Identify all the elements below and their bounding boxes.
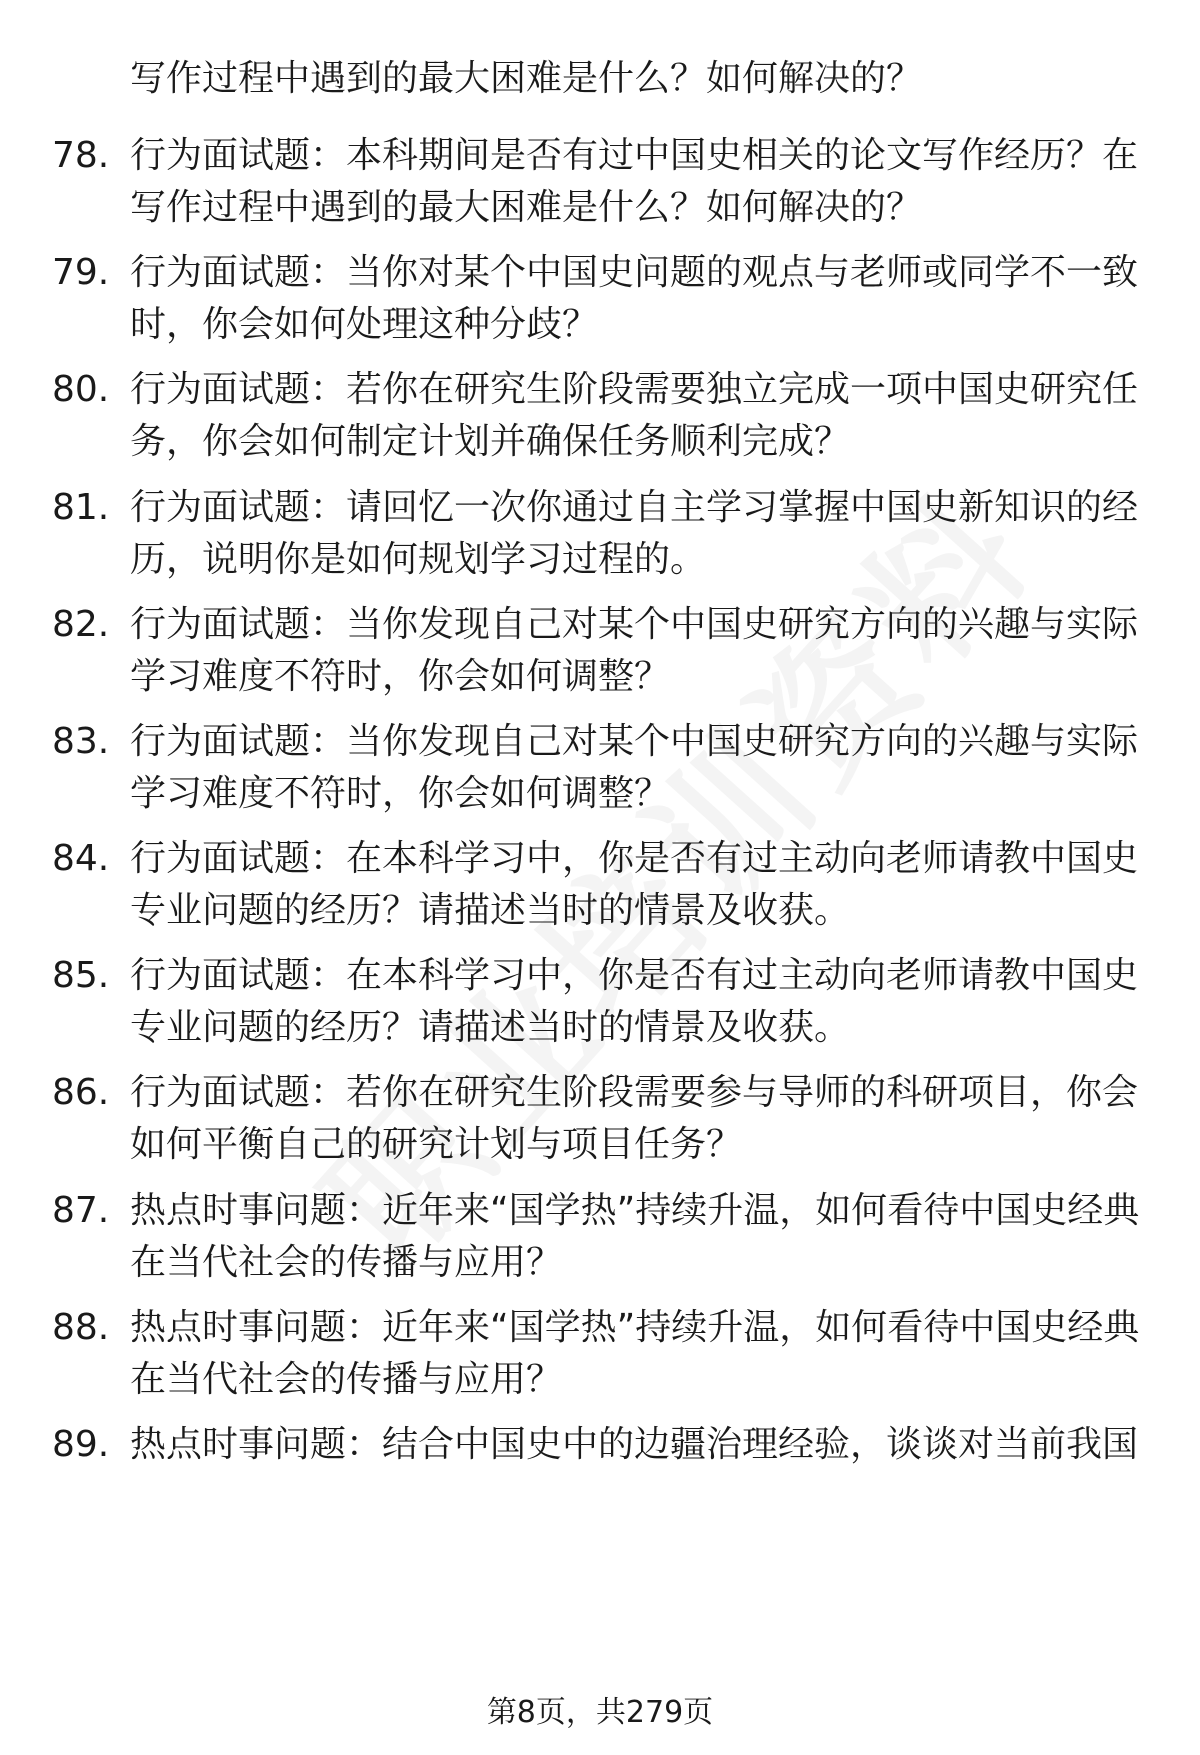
question-text: 行为面试题：若你在研究生阶段需要独立完成一项中国史研究任务，你会如何制定计划并确保任务顺利完成？ <box>130 369 1139 462</box>
question-number: 87. <box>52 1190 110 1231</box>
question-item <box>0 721 1200 841</box>
question-text: 热点时事问题：近年来“国学热”持续升温，如何看待中国史经典在当代社会的传播与应用？ <box>130 1307 1140 1400</box>
question-item <box>0 604 1200 724</box>
question-item <box>0 838 1200 958</box>
question-text: 行为面试题：在本科学习中，你是否有过主动向老师请教中国史专业问题的经历？请描述当时的情景及收获。 <box>130 955 1139 1048</box>
question-text: 行为面试题：本科期间是否有过中国史相关的论文写作经历？在写作过程中遇到的最大困难是什么？如何解决的？ <box>130 135 1139 228</box>
question-text: 行为面试题：请回忆一次你通过自主学习掌握中国史新知识的经历，说明你是如何规划学习过程的。 <box>130 487 1139 580</box>
question-number: 88. <box>52 1307 110 1348</box>
question-number: 83. <box>52 721 110 762</box>
question-text: 行为面试题：当你发现自己对某个中国史研究方向的兴趣与实际学习难度不符时，你会如何调整？ <box>130 604 1139 697</box>
question-item <box>0 252 1200 372</box>
question-number: 81. <box>52 487 110 528</box>
question-text: 行为面试题：当你对某个中国史问题的观点与老师或同学不一致时，你会如何处理这种分歧？ <box>130 252 1139 345</box>
page-footer: 第8页，共279页 <box>486 1695 714 1730</box>
question-text: 行为面试题：在本科学习中，你是否有过主动向老师请教中国史专业问题的经历？请描述当时的情景及收获。 <box>130 838 1139 931</box>
question-number: 80. <box>52 369 110 410</box>
continued-question-text: 写作过程中遇到的最大困难是什么？如何解决的？ <box>130 58 923 99</box>
question-text: 行为面试题：当你发现自己对某个中国史研究方向的兴趣与实际学习难度不符时，你会如何调整？ <box>130 721 1139 814</box>
question-text: 热点时事问题：结合中国史中的边疆治理经验，谈谈对当前我国 <box>130 1424 1139 1465</box>
question-item <box>0 1424 1200 1544</box>
question-number: 82. <box>52 604 110 645</box>
question-text: 行为面试题：若你在研究生阶段需要参与导师的科研项目，你会如何平衡自己的研究计划与项目任务？ <box>130 1072 1139 1165</box>
question-number: 84. <box>52 838 110 879</box>
question-number: 79. <box>52 252 110 293</box>
question-item <box>0 369 1200 489</box>
question-number: 78. <box>52 135 110 176</box>
question-number: 86. <box>52 1072 110 1113</box>
question-item <box>0 1307 1200 1427</box>
question-item <box>0 135 1200 255</box>
question-item <box>0 487 1200 607</box>
question-item <box>0 1072 1200 1192</box>
question-text: 热点时事问题：近年来“国学热”持续升温，如何看待中国史经典在当代社会的传播与应用？ <box>130 1190 1140 1283</box>
question-number: 89. <box>52 1424 110 1465</box>
question-number: 85. <box>52 955 110 996</box>
question-item <box>0 1190 1200 1310</box>
question-item <box>0 955 1200 1075</box>
